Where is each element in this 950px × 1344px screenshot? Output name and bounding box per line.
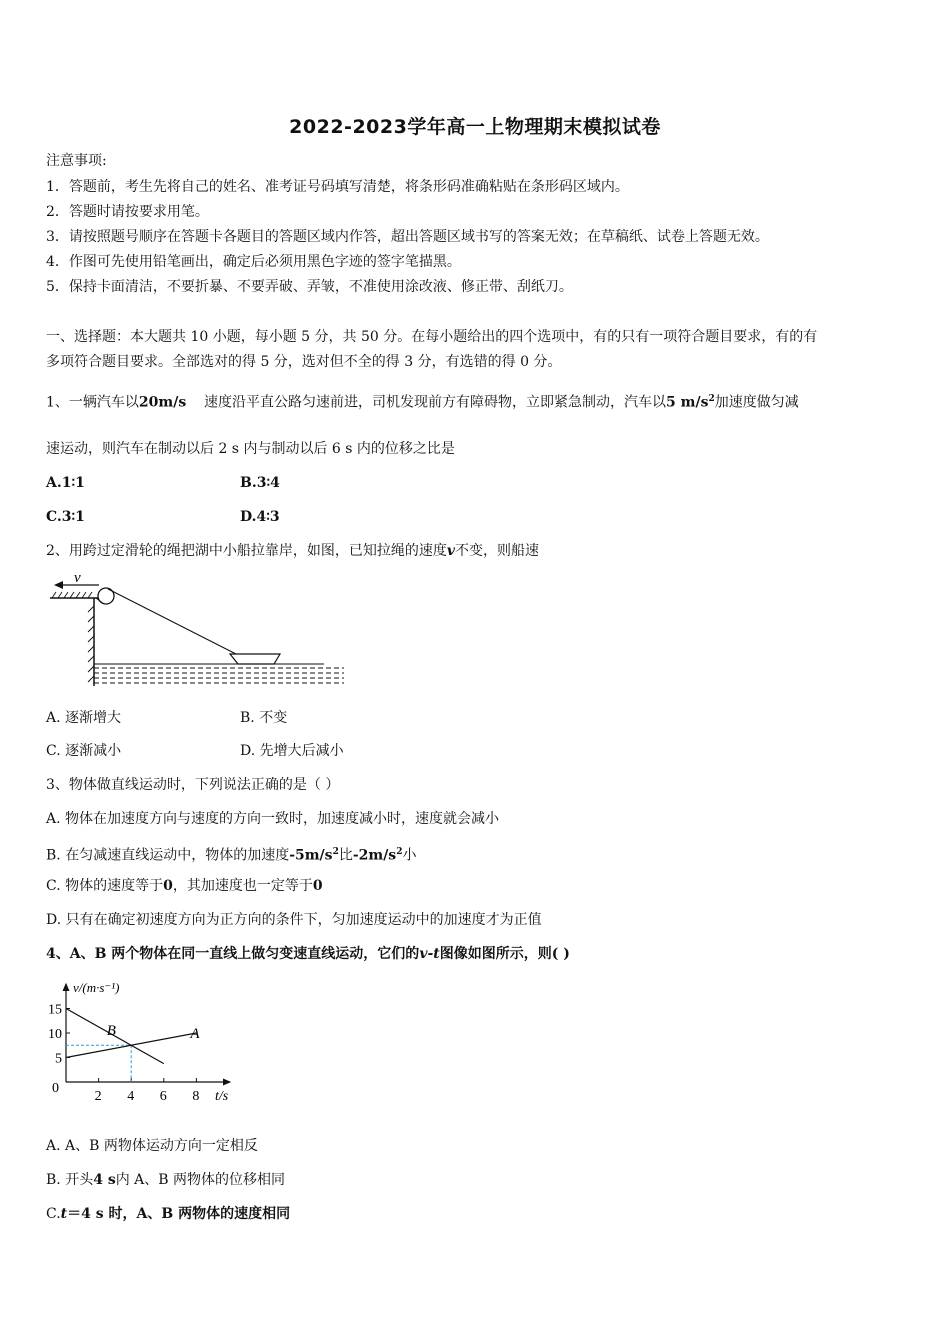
series-group: [66, 1009, 200, 1083]
question-1-stem: 1、一辆汽车以20m/s 速度沿平直公路匀速前进，司机发现前方有障碍物，立即紧急制动，汽车以5 $m/s^2$加速度做匀减: [46, 394, 799, 411]
question-2-options-row-2: [46, 742, 646, 760]
page-title: 2022-2023学年高一上物理期末模拟试卷: [289, 116, 661, 138]
water: [94, 664, 344, 683]
series-B-label: B: [106, 1022, 116, 1039]
option-b[interactable]: B. 不变: [240, 710, 288, 726]
question-3-option-b[interactable]: B. 在匀减速直线运动中，物体的加速度$-5m/s^2$比$-2m/s^2$小: [46, 847, 417, 864]
y-tick-label: 15: [48, 1002, 62, 1018]
option-b[interactable]: B.3∶4: [240, 475, 280, 491]
question-4-option-b[interactable]: B. 开头4 s内 A、B 两物体的位移相同: [46, 1172, 286, 1188]
question-2-stem: 2、用跨过定滑轮的绳把湖中小船拉靠岸，如图，已知拉绳的速度v不变，则船速: [46, 543, 540, 559]
option-c[interactable]: C. 逐渐减小: [46, 743, 122, 759]
question-4-option-c[interactable]: C.t＝4 s 时，A、B 两物体的速度相同: [46, 1206, 291, 1222]
question-3-option-d[interactable]: D. 只有在确定初速度方向为正方向的条件下，匀加速度运动中的加速度才为正值: [46, 912, 542, 928]
x-tick-label: 6: [159, 1089, 167, 1104]
option-c[interactable]: C.3∶1: [46, 509, 85, 525]
question-2-options-row-1: [46, 709, 646, 727]
question-1-options-row-2: [46, 508, 646, 526]
question-3-option-a[interactable]: A. 物体在加速度方向与速度的方向一致时，加速度减小时，速度就会减小: [46, 811, 500, 827]
cliff-top-hatch: [50, 592, 100, 598]
cliff-wall: [88, 598, 94, 686]
vt-chart: [40, 972, 250, 1107]
notice-item-4: 4．作图可先使用铅笔画出，确定后必须用黑色字迹的签字笔描黑。: [46, 254, 461, 270]
rope: [108, 589, 236, 654]
boat: [230, 654, 280, 664]
y-axis-label: v/(m·s⁻¹): [73, 980, 120, 995]
notice-item-3: 3．请按照题号顺序在答题卡各题目的答题区域内作答，超出答题区域书写的答案无效；在草稿纸、试卷上答题无效。: [46, 229, 769, 245]
y-tick-label: 5: [55, 1051, 62, 1067]
x-tick-label: 4: [127, 1089, 135, 1104]
notice-item-5: 5．保持卡面清洁，不要折暴、不要弄破、弄皱，不准使用涂改液、修正带、刮纸刀。: [46, 279, 573, 295]
y-tick-label: 10: [48, 1027, 62, 1042]
tick-group: [48, 1003, 199, 1105]
option-a[interactable]: A. 逐渐增大: [46, 710, 122, 726]
pulley-boat-figure: [44, 568, 349, 693]
series-A-label: A: [190, 1026, 200, 1042]
question-3-option-c[interactable]: C. 物体的速度等于0，其加速度也一定等于0: [46, 878, 323, 894]
notice-item-1: 1．答题前，考生先将自己的姓名、准考证号码填写清楚，将条形码准确粘贴在条形码区域内。: [46, 179, 629, 195]
notice-heading: 注意事项:: [46, 153, 107, 169]
question-4-stem: 4、A、B 两个物体在同一直线上做匀变速直线运动，它们的v-t图像如图所示，则( ): [46, 946, 570, 962]
question-1-options-row-1: [46, 474, 646, 492]
question-3-stem: 3、物体做直线运动时，下列说法正确的是（ ）: [46, 777, 340, 793]
x-tick-label: 8: [192, 1089, 200, 1104]
origin-label: 0: [52, 1081, 59, 1096]
question-1-stem-2: 速运动，则汽车在制动以后 2 s 内与制动以后 6 s 内的位移之比是: [46, 441, 455, 457]
velocity-label: v: [74, 570, 81, 586]
option-a[interactable]: A.1∶1: [46, 475, 85, 491]
option-d[interactable]: D. 先增大后减小: [240, 743, 344, 759]
question-4-option-a[interactable]: A. A、B 两物体运动方向一定相反: [46, 1138, 258, 1154]
section-header-line2: 多项符合题目要求。全部选对的得 5 分，选对但不全的得 3 分，有选错的得 0 分。: [46, 354, 562, 370]
notice-item-2: 2．答题时请按要求用笔。: [46, 204, 209, 220]
section-header-line1: 一、选择题：本大题共 10 小题，每小题 5 分，共 50 分。在每小题给出的四个选项中，有的只有一项符合题目要求，有的有: [46, 329, 818, 345]
x-tick-label: 2: [94, 1089, 102, 1104]
option-d[interactable]: D.4∶3: [240, 509, 280, 525]
x-axis-label: t/s: [215, 1089, 229, 1104]
